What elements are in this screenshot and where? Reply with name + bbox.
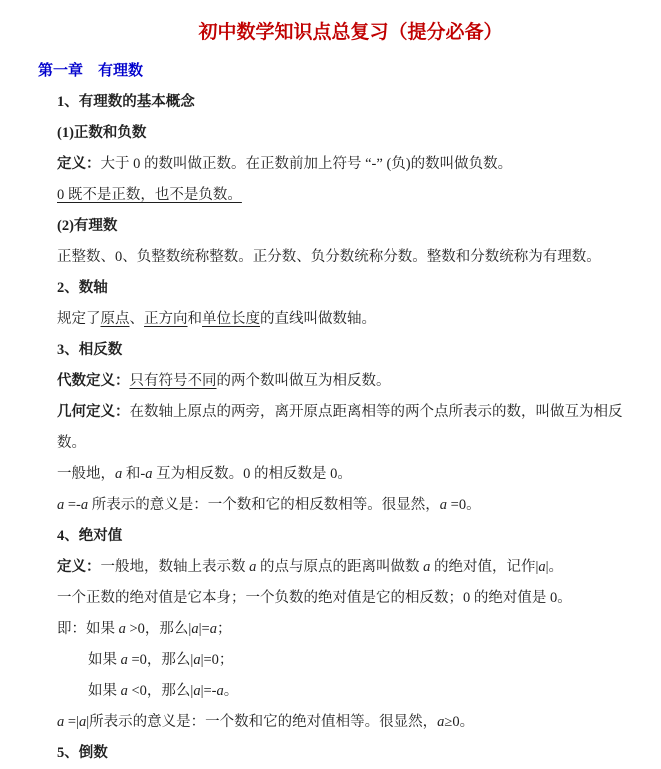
paragraph bbox=[88, 676, 651, 707]
paragraph bbox=[57, 552, 651, 583]
text-segment: 正方向 bbox=[144, 311, 188, 327]
section-heading bbox=[57, 273, 651, 304]
text-segment: 的点与原点的距离叫做数 bbox=[256, 559, 424, 575]
text-segment: 、 bbox=[129, 311, 144, 327]
section-heading bbox=[57, 211, 651, 242]
chapter-heading: 第一章 有理数 bbox=[38, 63, 144, 79]
text-segment: 一般地， bbox=[57, 466, 115, 482]
paragraph bbox=[57, 614, 651, 645]
text-segment: 定义： bbox=[57, 559, 101, 575]
text-segment: 几何定义： bbox=[57, 404, 130, 420]
text-segment: 3、相反数 bbox=[57, 342, 123, 358]
text-segment: 4、绝对值 bbox=[57, 528, 123, 544]
text-segment: a bbox=[120, 683, 128, 699]
text-segment: 在数轴上原点的两旁，离开原点距离相等的两个点所表示的数，叫做互为相反数。 bbox=[57, 404, 623, 451]
text-segment: 原点 bbox=[100, 311, 130, 327]
text-segment: 和- bbox=[122, 466, 146, 482]
text-segment: <0，那么| bbox=[127, 683, 194, 699]
text-segment: a bbox=[437, 714, 445, 730]
text-segment: 只有符号不同 bbox=[129, 373, 217, 389]
paragraph bbox=[57, 707, 651, 738]
paragraph bbox=[57, 242, 651, 273]
text-segment: 的绝对值，记作| bbox=[430, 559, 539, 575]
paragraph bbox=[57, 366, 651, 397]
text-segment: 2、数轴 bbox=[57, 280, 108, 296]
text-segment: 和 bbox=[187, 311, 202, 327]
text-segment: 大于 0 的数叫做正数。在正数前加上符号 “-” (负)的数叫做负数。 bbox=[100, 156, 513, 172]
text-segment: 一个正数的绝对值是它本身；一个负数的绝对值是它的相反数；0 的绝对值是 0。 bbox=[57, 590, 572, 606]
text-segment: |= bbox=[198, 621, 210, 637]
paragraph bbox=[57, 180, 651, 211]
paragraph bbox=[57, 583, 651, 614]
text-segment: a bbox=[115, 466, 123, 482]
text-segment: 如果 bbox=[88, 683, 121, 699]
text-segment: =0，那么| bbox=[127, 652, 194, 668]
text-segment: 单位长度 bbox=[202, 311, 260, 327]
text-segment: 一般地，数轴上表示数 bbox=[100, 559, 250, 575]
text-segment: 5、倒数 bbox=[57, 745, 108, 761]
paragraph bbox=[57, 490, 651, 521]
paragraph bbox=[57, 459, 651, 490]
text-segment: 的直线叫做数轴。 bbox=[260, 311, 376, 327]
section-heading bbox=[57, 118, 651, 149]
paragraph bbox=[57, 397, 651, 459]
text-segment: 互为相反数。0 的相反数是 0。 bbox=[152, 466, 352, 482]
text-segment: 正整数、0、负整数统称整数。正分数、负分数统称分数。整数和分数统称为有理数。 bbox=[57, 249, 601, 265]
section-heading bbox=[57, 335, 651, 366]
text-segment: a bbox=[118, 621, 126, 637]
paragraph bbox=[57, 304, 651, 335]
text-segment: a bbox=[193, 652, 201, 668]
text-segment: |=- bbox=[200, 683, 217, 699]
text-segment: a bbox=[249, 559, 257, 575]
text-segment: (2)有理数 bbox=[57, 218, 118, 234]
text-segment: 规定了 bbox=[57, 311, 101, 327]
text-segment: a bbox=[120, 652, 128, 668]
text-segment: 所表示的意义是：一个数和它的相反数相等。很显然， bbox=[88, 497, 440, 513]
text-segment: 如果 bbox=[88, 652, 121, 668]
text-segment: =| bbox=[64, 714, 79, 730]
text-segment: a bbox=[193, 683, 201, 699]
text-segment: a bbox=[80, 497, 89, 513]
text-segment: |=0； bbox=[200, 652, 234, 668]
text-segment: a bbox=[57, 497, 65, 513]
text-segment: =0。 bbox=[447, 497, 481, 513]
text-segment: >0，那么| bbox=[125, 621, 192, 637]
text-segment: a bbox=[439, 497, 448, 513]
text-segment: |所表示的意义是：一个数和它的绝对值相等。很显然， bbox=[86, 714, 438, 730]
text-segment: a bbox=[145, 466, 153, 482]
text-segment: 定义： bbox=[57, 156, 101, 172]
text-segment: a bbox=[57, 714, 65, 730]
text-segment: ≥0。 bbox=[444, 714, 475, 730]
text-segment: 。 bbox=[223, 683, 239, 699]
text-segment: |。 bbox=[545, 559, 564, 575]
text-segment: a bbox=[191, 621, 199, 637]
text-segment: 的两个数叫做互为相反数。 bbox=[216, 373, 391, 389]
text-segment: 0 既不是正数，也不是负数。 bbox=[57, 187, 242, 203]
paragraph bbox=[57, 149, 651, 180]
text-segment: a bbox=[78, 714, 87, 730]
section-heading bbox=[57, 738, 651, 769]
text-segment: a bbox=[423, 559, 431, 575]
text-segment: 代数定义： bbox=[57, 373, 130, 389]
section-heading bbox=[57, 521, 651, 552]
text-segment: =- bbox=[64, 497, 81, 513]
text-segment: 1、有理数的基本概念 bbox=[57, 94, 195, 110]
document-body bbox=[0, 87, 661, 769]
text-segment: a bbox=[216, 683, 224, 699]
text-segment: 即：如果 bbox=[57, 621, 119, 637]
text-segment: ； bbox=[216, 621, 232, 637]
text-segment: a bbox=[538, 559, 546, 575]
text-segment: (1)正数和负数 bbox=[57, 125, 147, 141]
section-heading bbox=[57, 87, 651, 118]
text-segment: a bbox=[209, 621, 217, 637]
paragraph bbox=[88, 645, 651, 676]
document-title: 初中数学知识点总复习（提分必备） bbox=[198, 22, 503, 43]
